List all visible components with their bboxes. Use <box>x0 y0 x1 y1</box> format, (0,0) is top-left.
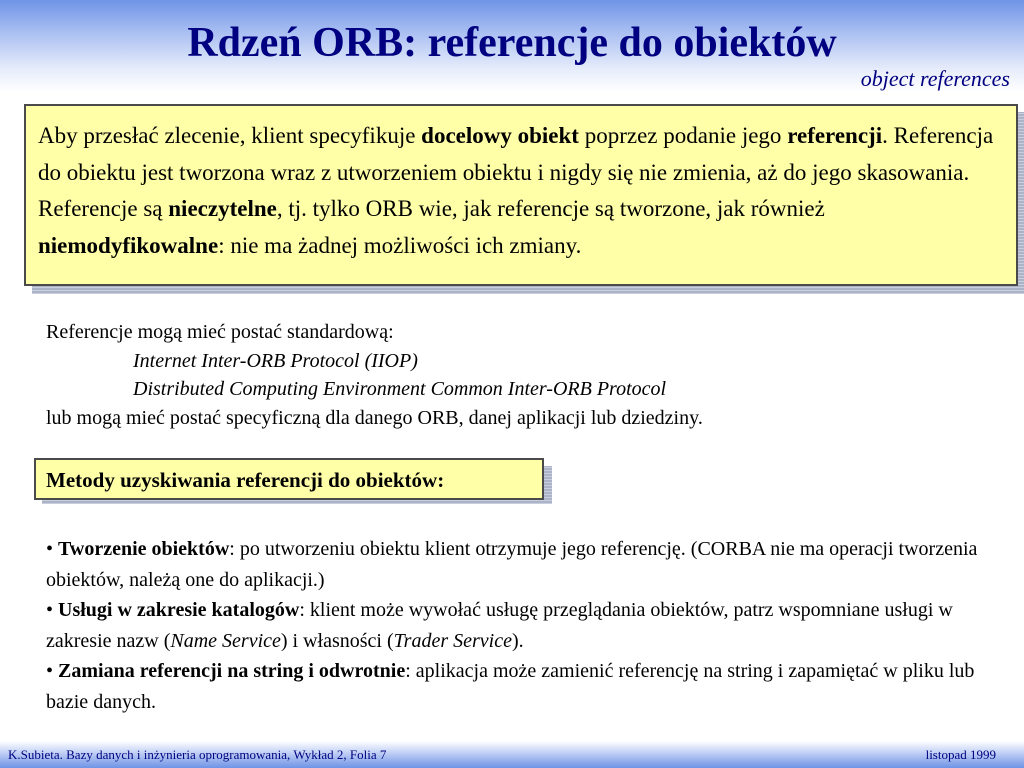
list-item-term: Zamiana referencji na string i odwrotnie <box>58 660 406 682</box>
list-item-emphasis: Name Service <box>170 629 281 652</box>
intro-part: . Referencja do obiektu jest tworzona wraz z utworzeniem obiektu i nigdy się nie zmienia, aż do jego skasowania. Referencje są <box>38 123 994 221</box>
list-item <box>46 595 1016 656</box>
slide-subtitle: object references <box>860 66 1010 91</box>
bullet-mark: • <box>46 599 59 621</box>
footer-date: listopad 1999 <box>925 747 996 762</box>
intro-part: , tj. tylko ORB wie, jak referencje są tworzone, jak również <box>276 196 825 221</box>
intro-text <box>38 118 1006 264</box>
methods-heading-box <box>34 458 544 500</box>
footer-credit: K.Subieta. Bazy danych i inżynieria oprogramowania, Wykład 2, Folia 7 <box>8 747 387 762</box>
forms-line-specific: lub mogą mieć postać specyficzną dla danego ORB, danej aplikacji lub dziedziny. <box>46 406 703 429</box>
list-item-term: Tworzenie obiektów <box>58 538 230 560</box>
list-item-text: : klient może wywołać usługę przeglądania obiektów, patrz wspomniane usługi w zakresie nazw ( <box>46 599 953 652</box>
reference-forms <box>46 318 703 432</box>
intro-term-opaque: nieczytelne <box>168 196 277 221</box>
methods-heading: Metody uzyskiwania referencji do obiektów: <box>46 468 445 492</box>
forms-line-standard: Referencje mogą mieć postać standardową: <box>46 321 394 343</box>
intro-part: Aby przesłać zlecenie, klient specyfikuje <box>38 123 422 148</box>
list-item-emphasis: Trader Service <box>393 629 512 652</box>
list-item-text: : aplikacja może zamienić referencję na string i zapamiętać w pliku lub bazie danych. <box>46 660 975 713</box>
bullet-mark: • <box>46 660 59 682</box>
list-item-text: ). <box>511 629 524 652</box>
list-item <box>46 656 1016 717</box>
bullet-mark: • <box>46 538 59 560</box>
intro-term-target-object: docelowy obiekt <box>421 123 579 148</box>
slide-title: Rdzeń ORB: referencje do obiektów <box>187 20 837 66</box>
intro-box <box>24 104 1018 286</box>
list-item-term: Usługi w zakresie katalogów <box>58 599 300 621</box>
forms-iiop: Internet Inter-ORB Protocol (IIOP) <box>133 349 418 372</box>
list-item-text: ) i własności ( <box>280 629 394 652</box>
intro-part: poprzez podanie jego <box>578 123 788 148</box>
list-item-text: : po utworzeniu obiektu klient otrzymuje jego referencję. (CORBA nie ma operacji tworzenia obiektów, należą one do aplikacji.) <box>46 538 978 591</box>
list-item <box>46 534 1016 595</box>
methods-list <box>46 534 1016 717</box>
intro-term-immutable: niemodyfikowalne <box>38 232 219 258</box>
intro-term-reference: referencji <box>787 123 883 148</box>
forms-dce: Distributed Computing Environment Common Inter-ORB Protocol <box>133 378 667 400</box>
intro-part: : nie ma żadnej możliwości ich zmiany. <box>218 232 582 258</box>
